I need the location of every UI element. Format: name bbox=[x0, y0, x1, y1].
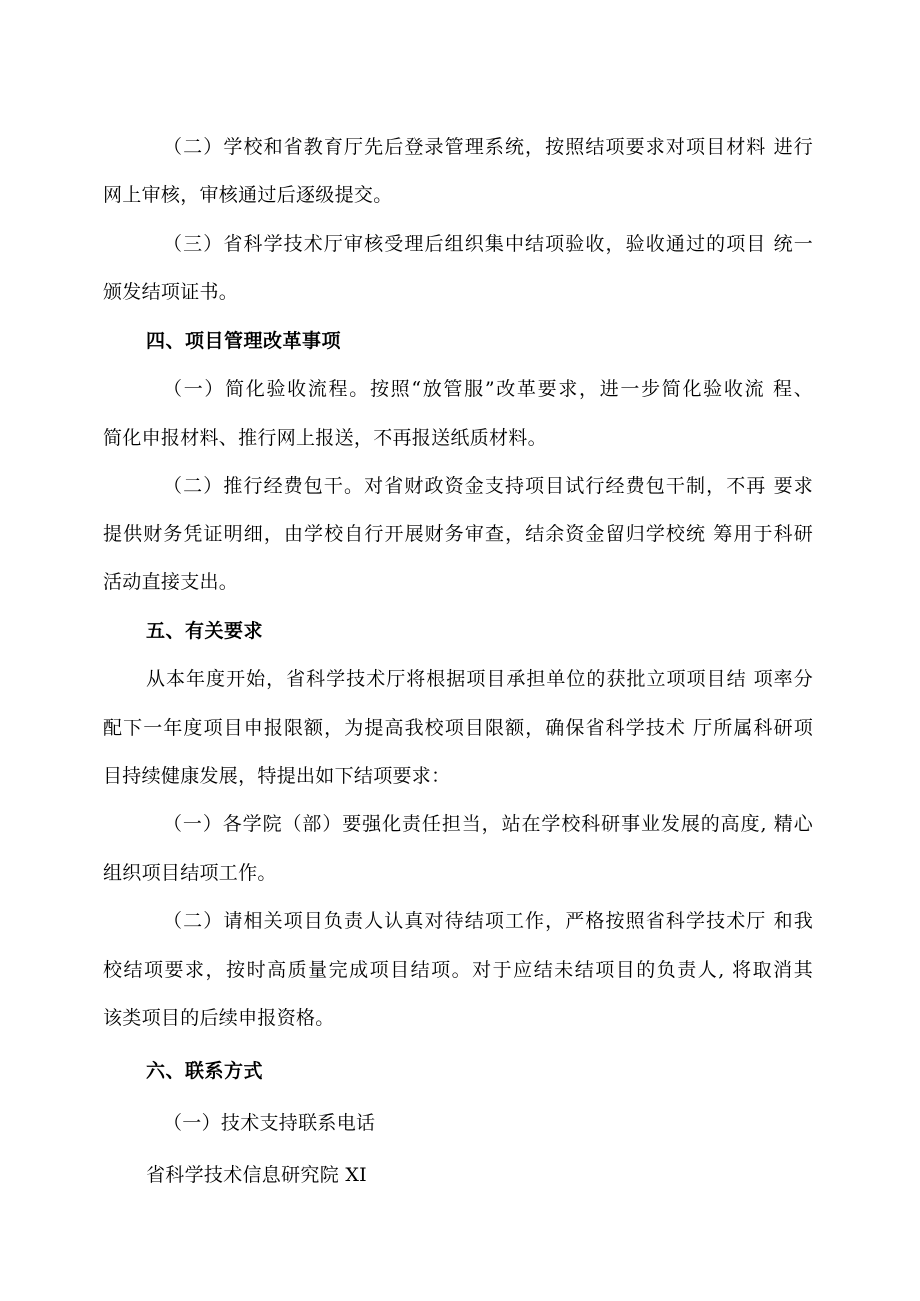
paragraph-line: 该类项目的后续申报资格。 bbox=[103, 1007, 335, 1029]
paragraph-line: 从本年度开始，省科学技术厅将根据项目承担单位的获批立项项目结 项率分 bbox=[146, 668, 813, 690]
paragraph-line: （二）推行经费包干。对省财政资金支持项目试行经费包干制，不再 要求 bbox=[163, 475, 813, 497]
paragraph-line: 校结项要求，按时高质量完成项目结项。对于应结未结项目的负责人, 将取消其 bbox=[103, 959, 813, 981]
paragraph-line: （三）省科学技术厅审核受理后组织集中结项验收，验收通过的项目 统一 bbox=[163, 233, 813, 255]
paragraph-line: （二）请相关项目负责人认真对待结项工作，严格按照省科学技术厅 和我 bbox=[163, 910, 813, 932]
paragraph-line: （一）各学院（部）要强化责任担当，站在学校科研事业发展的高度, 精心 bbox=[163, 813, 813, 835]
paragraph-line: 活动直接支出。 bbox=[103, 571, 239, 593]
paragraph-line: （一）技术支持联系电话 bbox=[163, 1112, 376, 1134]
paragraph-line: 颁发结项证书。 bbox=[103, 281, 239, 303]
paragraph-line: （二）学校和省教育厅先后登录管理系统，按照结项要求对项目材料 进行 bbox=[163, 136, 813, 158]
paragraph-line: 目持续健康发展，特提出如下结项要求： bbox=[103, 765, 451, 787]
section-heading: 六、联系方式 bbox=[146, 1060, 264, 1082]
paragraph-line: 网上审核，审核通过后逐级提交。 bbox=[103, 184, 393, 206]
paragraph-line: （一）简化验收流程。按照“放管服”改革要求，进一步简化验收流 程、 bbox=[163, 378, 813, 400]
section-heading: 四、项目管理改革事项 bbox=[146, 330, 342, 352]
section-heading: 五、有关要求 bbox=[146, 620, 264, 642]
paragraph-line: 组织项目结项工作。 bbox=[103, 862, 277, 884]
paragraph-line: 配下一年度项目申报限额，为提高我校项目限额，确保省科学技术 厅所属科研项 bbox=[103, 717, 813, 739]
paragraph-line: 简化申报材料、推行网上报送，不再报送纸质材料。 bbox=[103, 427, 547, 449]
paragraph-line: 省科学技术信息研究院 XI bbox=[146, 1164, 367, 1186]
paragraph-line: 提供财务凭证明细，由学校自行开展财务审查，结余资金留归学校统 筹用于科研 bbox=[103, 523, 813, 545]
